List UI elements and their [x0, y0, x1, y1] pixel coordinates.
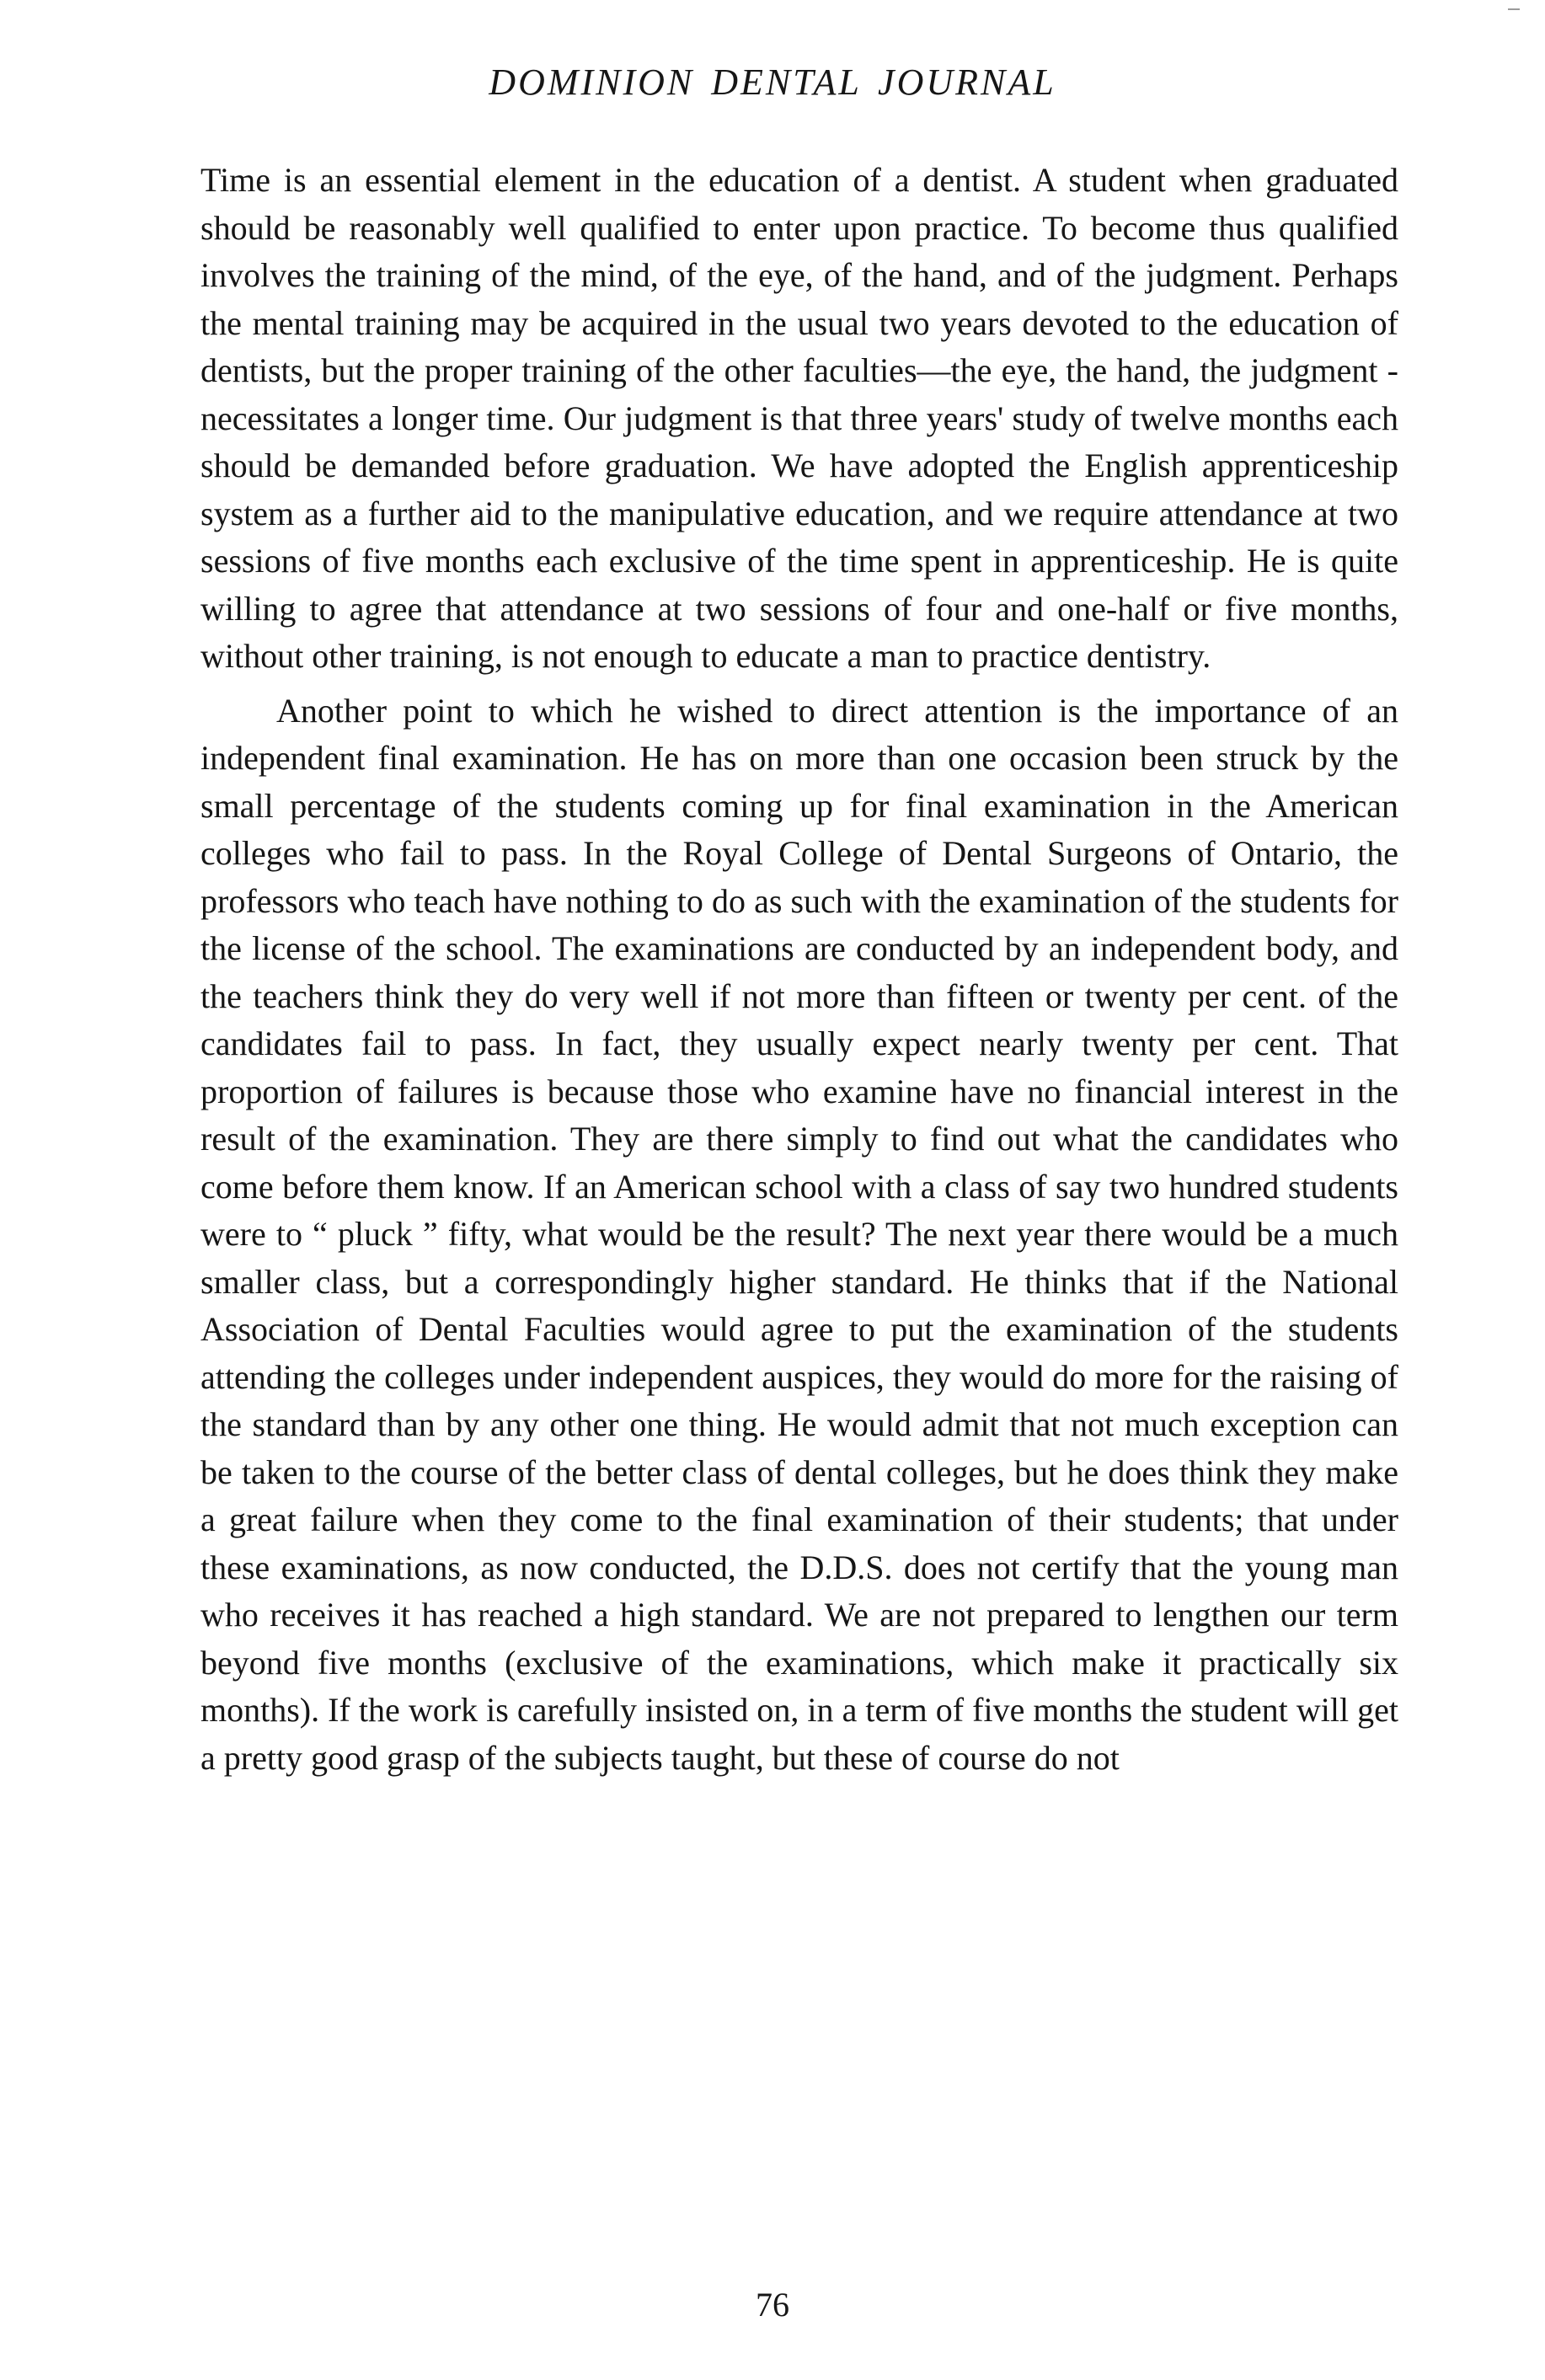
article-body: [200, 157, 1398, 1782]
paragraph: Another point to which he wished to direct attention is the importance of an independent final examination. He has on more than one occasion been struck by the small percentage of the students coming up for final examination in the American colleges who fail to pass. In the Royal College of Dental Surgeons of Ontario, the professors who teach have nothing to do as such with the examination of the students for the license of the school. The examinations are conducted by an independent body, and the teachers think they do very well if not more than fifteen or twenty per cent. of the candidates fail to pass. In fact, they usually expect nearly twenty per cent. That proportion of failures is because those who examine have no financial interest in the result of the examination. They are there simply to find out what the candidates who come before them know. If an American school with a class of say two hundred students were to “ pluck ” fifty, what would be the result? The next year there would be a much smaller class, but a correspondingly higher standard. He thinks that if the National Association of Dental Faculties would agree to put the examination of the students attending the colleges under independent auspices, they would do more for the raising of the standard than by any other one thing. He would admit that not much exception can be taken to the course of the better class of dental colleges, but he does think they make a great failure when they come to the final examination of their students; that under these examinations, as now conducted, the D.D.S. does not certify that the young man who receives it has reached a high standard. We are not prepared to lengthen our term beyond five months (exclusive of the examinations, which make it practically six months). If the work is carefully insisted on, in a term of five months the student will get a pretty good grasp of the subjects taught, but these of course do not: [200, 691, 1398, 1777]
scan-edge-mark: [1508, 8, 1520, 10]
paragraph: Time is an essential element in the education of a dentist. A student when graduated should be reasonably well qualified to enter upon practice. To become thus qualified involves the training of the mind, of the eye, of the hand, and of the judgment. Perhaps the mental training may be acquired in the usual two years devoted to the education of dentists, but the proper training of the other faculties—the eye, the hand, the judgment - necessitates a longer time. Our judgment is that three years' study of twelve months each should be demanded before graduation. We have adopted the English apprenticeship system as a further aid to the manipulative education, and we require attendance at two sessions of five months each exclusive of the time spent in apprenticeship. He is quite willing to agree that attendance at two sessions of four and one-half or five months, without other training, is not enough to educate a man to practice dentistry.: [200, 161, 1398, 675]
page-number: 76: [756, 2286, 789, 2324]
running-title: DOMINION DENTAL JOURNAL: [489, 62, 1056, 103]
